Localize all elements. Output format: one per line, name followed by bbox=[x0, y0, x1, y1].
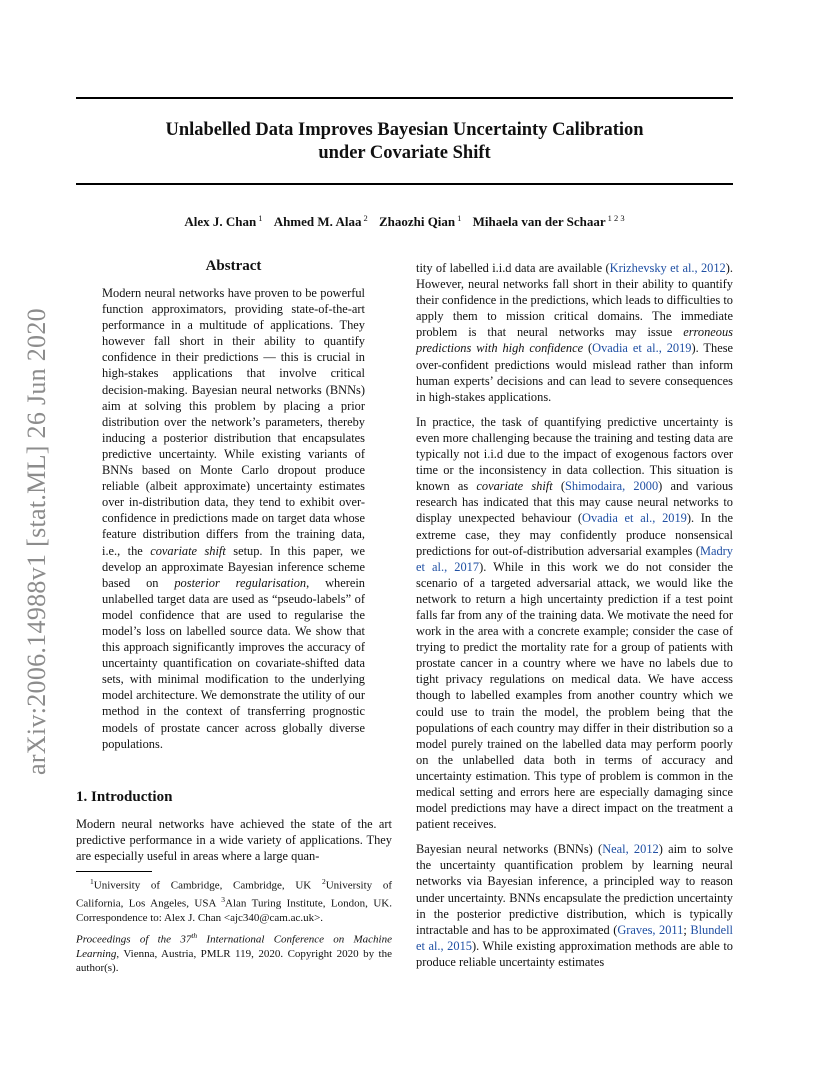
proceedings-lead: Proceedings of the 37 bbox=[76, 933, 192, 946]
abstract-text: setup. In this paper, we develop an approximate Bayesian inference scheme based on bbox=[102, 543, 366, 590]
body-text: ). While in this work we do not consider the scenario of a targeted adversarial attack, we would like the network to return a high uncertainty prediction if a test point falls far from any of the training data. We motivate the need for work in the area with a concrete example; consider the case of trying to predict the mortality rate for a group of patients with prostate cancer in a country where we have no labels due to tight privacy regulations on medical data. We have access though to labelled examples from another country which we could use to train the model, the problem being that the populations of each country may differ in their distribution so a model purely trained on the labelled data may perform poorly on the unlabelled data both in terms of accuracy and uncertainty estimation. This type of problem is common in the medical setting and errors here are especially damaging since model predictions may have a direct impact on the treatment a patient receives. bbox=[416, 559, 733, 832]
paper-title-line-2: under Covariate Shift bbox=[318, 143, 491, 163]
author-name: Zhaozhi Qian bbox=[378, 214, 456, 230]
citation-link[interactable]: Shimodaira, 2000 bbox=[565, 479, 659, 494]
body-paragraph bbox=[416, 841, 733, 970]
body-text: ( bbox=[583, 341, 593, 356]
citation-link[interactable]: Blundell et al., 2015 bbox=[416, 922, 733, 953]
paper-title bbox=[76, 119, 733, 165]
body-text: ). These over-confident predictions would mislead rather than inform human experts’ decisions and can lead to severe consequences in high-stakes applications. bbox=[416, 341, 734, 404]
body-text: ; bbox=[683, 922, 691, 937]
body-paragraph bbox=[416, 414, 733, 832]
introduction-paragraph: Modern neural networks have achieved the state of the art predictive performance in a wide variety of applications. They are especially useful in areas where a large quan- bbox=[76, 817, 392, 864]
footnote-marker: 2 bbox=[321, 877, 326, 886]
body-text: Bayesian neural networks (BNNs) ( bbox=[416, 842, 603, 857]
author bbox=[379, 214, 461, 229]
abstract-emphasis: covariate shift bbox=[150, 543, 226, 558]
proceedings-superscript: th bbox=[191, 931, 198, 940]
author bbox=[274, 214, 368, 229]
affiliation-footnote bbox=[76, 875, 392, 925]
title-top-rule bbox=[76, 97, 733, 99]
footnote-rule bbox=[76, 871, 152, 872]
citation-link[interactable]: Graves, 2011 bbox=[617, 922, 684, 937]
citation-link[interactable]: Neal, 2012 bbox=[602, 842, 659, 857]
body-emphasis: covariate shift bbox=[476, 479, 553, 494]
abstract-heading: Abstract bbox=[205, 258, 262, 274]
proceedings-note bbox=[76, 929, 392, 975]
footnote-text: Alan Turing Institute, London, UK. Correspondence to: Alex J. Chan <ajc340@cam.ac.uk>. bbox=[76, 897, 392, 924]
body-text: ( bbox=[552, 479, 565, 494]
author-affiliation: 2 bbox=[363, 213, 368, 223]
footnote-text: University of Cambridge, Cambridge, UK bbox=[93, 879, 322, 892]
footnote-text: University of California, Los Angeles, USA bbox=[76, 879, 392, 910]
body-emphasis: erroneous predictions with high confidence bbox=[416, 325, 733, 356]
proceedings-text: , Vienna, Austria, PMLR 119, 2020. Copyright 2020 by the author(s). bbox=[76, 947, 392, 975]
author-affiliation: 1 2 3 bbox=[607, 213, 625, 223]
author bbox=[184, 214, 262, 229]
author-affiliation: 1 bbox=[258, 213, 263, 223]
proceedings-venue: International Conference on Machine Learning bbox=[76, 933, 392, 960]
body-text: tity of labelled i.i.d data are available ( bbox=[416, 261, 610, 275]
author-affiliation: 1 bbox=[457, 213, 462, 223]
footnote-marker: 3 bbox=[221, 894, 226, 904]
abstract-emphasis: posterior regularisation bbox=[174, 575, 307, 590]
author-name: Mihaela van der Schaar bbox=[472, 214, 606, 230]
footnote-marker: 1 bbox=[90, 877, 94, 886]
section-heading-introduction: 1. Introduction bbox=[76, 789, 173, 805]
citation-link[interactable]: Krizhevsky et al., 2012 bbox=[609, 261, 726, 275]
body-text: ). In the extreme case, they may confidently produce nonsensical predictions for out-of-distribution adversarial examples ( bbox=[416, 511, 733, 558]
citation-link[interactable]: Madry et al., 2017 bbox=[416, 543, 733, 574]
citation-link[interactable]: Ovadia et al., 2019 bbox=[592, 341, 692, 356]
body-text: ) aim to solve the uncertainty quantification problem by learning neural networks via Bayesian inference, a principled way to reason under uncertainty. BNNs encapsulate the prediction uncertainty in the posterior predictive distribution, which is typically intractable and has to be approximated ( bbox=[416, 842, 733, 937]
citation-link[interactable]: Ovadia et al., 2019 bbox=[582, 511, 687, 526]
body-text: ) and various research has indicated that this may cause neural networks to display unexpected behaviour ( bbox=[416, 479, 733, 526]
body-text: In practice, the task of quantifying predictive uncertainty is even more challenging because the training and testing data are typically not i.i.d due to the impact of exogenous factors over time or the inconsistency in data collection. This situation is known as bbox=[416, 414, 733, 494]
author-list bbox=[76, 210, 733, 230]
body-text: ). However, neural networks fall short in their ability to quantify their confidence in the predictions, which leads to difficulties to apply them to mission critical domains. The immediate problem is that neural networks may issue bbox=[416, 261, 733, 340]
abstract-text: , wherein unlabelled target data are used as “pseudo-labels” of model confidence that are used to regularise the model’s loss on labelled source data. We show that this approach significantly improves the accuracy of uncertainty quantification on covariate-shifted data sets, with minimal modification to the underlying model architecture. We demonstrate the utility of our method in the context of transferring prognostic models of prostate cancer across globally diverse populations. bbox=[102, 575, 366, 751]
body-paragraph bbox=[416, 260, 733, 405]
body-text: ). While existing approximation methods are able to produce reliable uncertainty estimates bbox=[416, 938, 733, 969]
arxiv-identifier[interactable]: arXiv:2006.14988v1 [stat.ML] 26 Jun 2020 bbox=[22, 308, 51, 775]
paper-title-line-1: Unlabelled Data Improves Bayesian Uncertainty Calibration bbox=[165, 120, 644, 140]
author-name: Ahmed M. Alaa bbox=[273, 214, 362, 230]
abstract-body bbox=[102, 285, 365, 752]
title-bottom-rule bbox=[76, 183, 733, 185]
author bbox=[473, 214, 625, 229]
author-name: Alex J. Chan bbox=[184, 214, 257, 230]
abstract-text: Modern neural networks have proven to be powerful function approximators, providing state-of-the-art performance in a multitude of applications. They however fall short in their ability to quantify confidence in their predictions — this is crucial in high-stakes applications that involve critical decision-making. Bayesian neural networks (BNNs) aim at solving this problem by placing a prior distribution over the network’s parameters, thereby inducing a posterior distribution that encapsulates predictive uncertainty. While existing variants of BNNs based on Monte Carlo dropout produce reliable (albeit approximate) uncertainty estimates over in-distribution data, they tend to exhibit over-confidence in predictions made on target data whose feature distribution differs from the training data, i.e., the bbox=[102, 286, 365, 558]
right-column bbox=[416, 260, 733, 979]
